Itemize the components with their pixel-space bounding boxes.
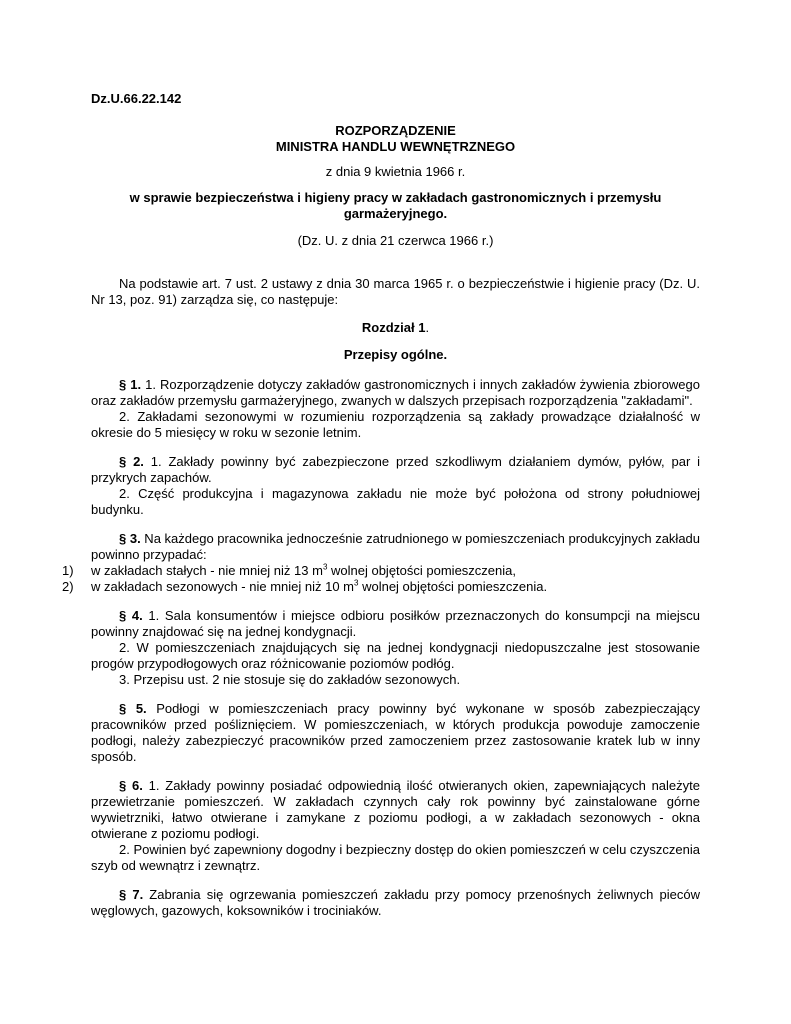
section-mark: § 1. [119,377,142,392]
section-paragraph: 3. Przepisu ust. 2 nie stosuje się do zakładów sezonowych. [119,672,461,687]
list-text: w zakładach stałych - nie mniej niż 13 m [91,563,323,578]
section-text: 1. Sala konsumentów i miejsce odbioru posiłków przeznaczonych do konsumpcji na miejscu powinny znajdować się na jednej kondygnacji. [91,608,700,639]
section-mark: § 4. [119,608,143,623]
document-reference: Dz.U.66.22.142 [91,91,182,106]
section-paragraph: 2. Część produkcyjna i magazynowa zakładu nie może być położona od strony południowej budynku. [91,486,700,517]
section-paragraph [91,531,700,563]
section-text: 1. Zakłady powinny posiadać odpowiednią ilość otwieranych okien, zapewniających należyte przewietrzanie pomieszczeń. W zakładach czynnych cały rok powinny być zainstalowane górne wywietrzniki, łatwo otwierane i zamykane z poziomu podłogi, a w zakładach sezonowych - okna otwierane z poziomu podłogi. [91,778,700,841]
document-page [62,91,701,919]
section-paragraph [91,701,700,765]
section-1 [91,377,700,441]
section-mark: § 2. [119,454,144,469]
section-7 [91,887,700,919]
section-6 [91,778,700,874]
section-2 [91,454,700,518]
list-text-end: wolnej objętości pomieszczenia. [358,579,548,594]
document-date: z dnia 9 kwietnia 1966 r. [325,164,466,179]
section-paragraph [91,377,700,409]
title-line-1: ROZPORZĄDZENIE [335,123,456,138]
section-paragraph: 2. Powinien być zapewniony dogodny i bezpieczny dostęp do okien pomieszczeń w celu czyszczenia szyb od wewnątrz i zewnątrz. [91,842,700,873]
title-line-2: MINISTRA HANDLU WEWNĘTRZNEGO [275,139,516,154]
list-number: 2) [62,579,74,594]
list-text-end: wolnej objętości pomieszczenia, [327,563,516,578]
list-item [62,562,700,579]
section-paragraph [91,454,700,486]
section-3 [62,531,701,595]
section-paragraph [91,887,700,919]
document-subject: w sprawie bezpieczeństwa i higieny pracy w zakładach gastronomicznych i przemysłu garmażeryjnego. [129,190,662,221]
list-number: 1) [62,563,74,578]
section-paragraph [91,778,700,842]
intro-paragraph: Na podstawie art. 7 ust. 2 ustawy z dnia 30 marca 1965 r. o bezpieczeństwie i higienie pracy (Dz. U. Nr 13, poz. 91) zarządza się, co następuje: [91,276,700,307]
section-mark: § 3. [119,531,141,546]
section-4 [91,608,700,688]
superscript: 3 [322,562,328,572]
section-text: Podłogi w pomieszczeniach pracy powinny być wykonane w sposób zabezpieczający pracowników przed pośliznięciem. W pomieszczeniach, w których produkcja powoduje zamoczenie podłogi, należy zabezpieczyć pracowników przed zamoczeniem przez zastosowanie kratek lub w inny sposób. [91,701,700,764]
chapter-dot: . [425,320,430,335]
superscript: 3 [354,578,359,588]
section-text: 1. Zakłady powinny być zabezpieczone przed szkodliwym działaniem dymów, pyłów, par i przykrych zapachów. [91,454,701,485]
section-text: 1. Rozporządzenie dotyczy zakładów gastronomicznych i innych zakładów żywienia zbiorowego oraz zakładów przemysłu garmażeryjnego, zwanych w dalszych przepisach rozporządzenia "zakładami". [91,377,701,408]
section-paragraph: 2. W pomieszczeniach znajdujących się na jednej kondygnacji niedopuszczalne jest stosowanie progów przypodłogowych oraz różnicowanie poziomów podłóg. [91,640,700,671]
section-text: Zabrania się ogrzewania pomieszczeń zakładu przy pomocy przenośnych żeliwnych pieców węglowych, gazowych, koksowników i trociniaków. [91,887,700,918]
section-mark: § 5. [119,701,147,716]
chapter-heading [91,320,700,336]
section-text: Na każdego pracownika jednocześnie zatrudnionego w pomieszczeniach produkcyjnych zakładu powinno przypadać: [91,531,701,562]
chapter-label: Rozdział 1 [361,320,426,335]
section-5 [91,701,700,765]
section-mark: § 7. [119,887,144,902]
section-mark: § 6. [119,778,143,793]
publication-note: (Dz. U. z dnia 21 czerwca 1966 r.) [297,233,494,248]
document-title [91,123,700,155]
list-text: w zakładach sezonowych - nie mniej niż 10 m [91,579,355,594]
list-item [62,578,700,595]
section-paragraph: 2. Zakładami sezonowymi w rozumieniu rozporządzenia są zakłady prowadzące działalność w okresie do 5 miesięcy w roku w sezonie letnim. [91,409,700,440]
chapter-name: Przepisy ogólne. [343,347,448,362]
section-paragraph [91,608,700,640]
